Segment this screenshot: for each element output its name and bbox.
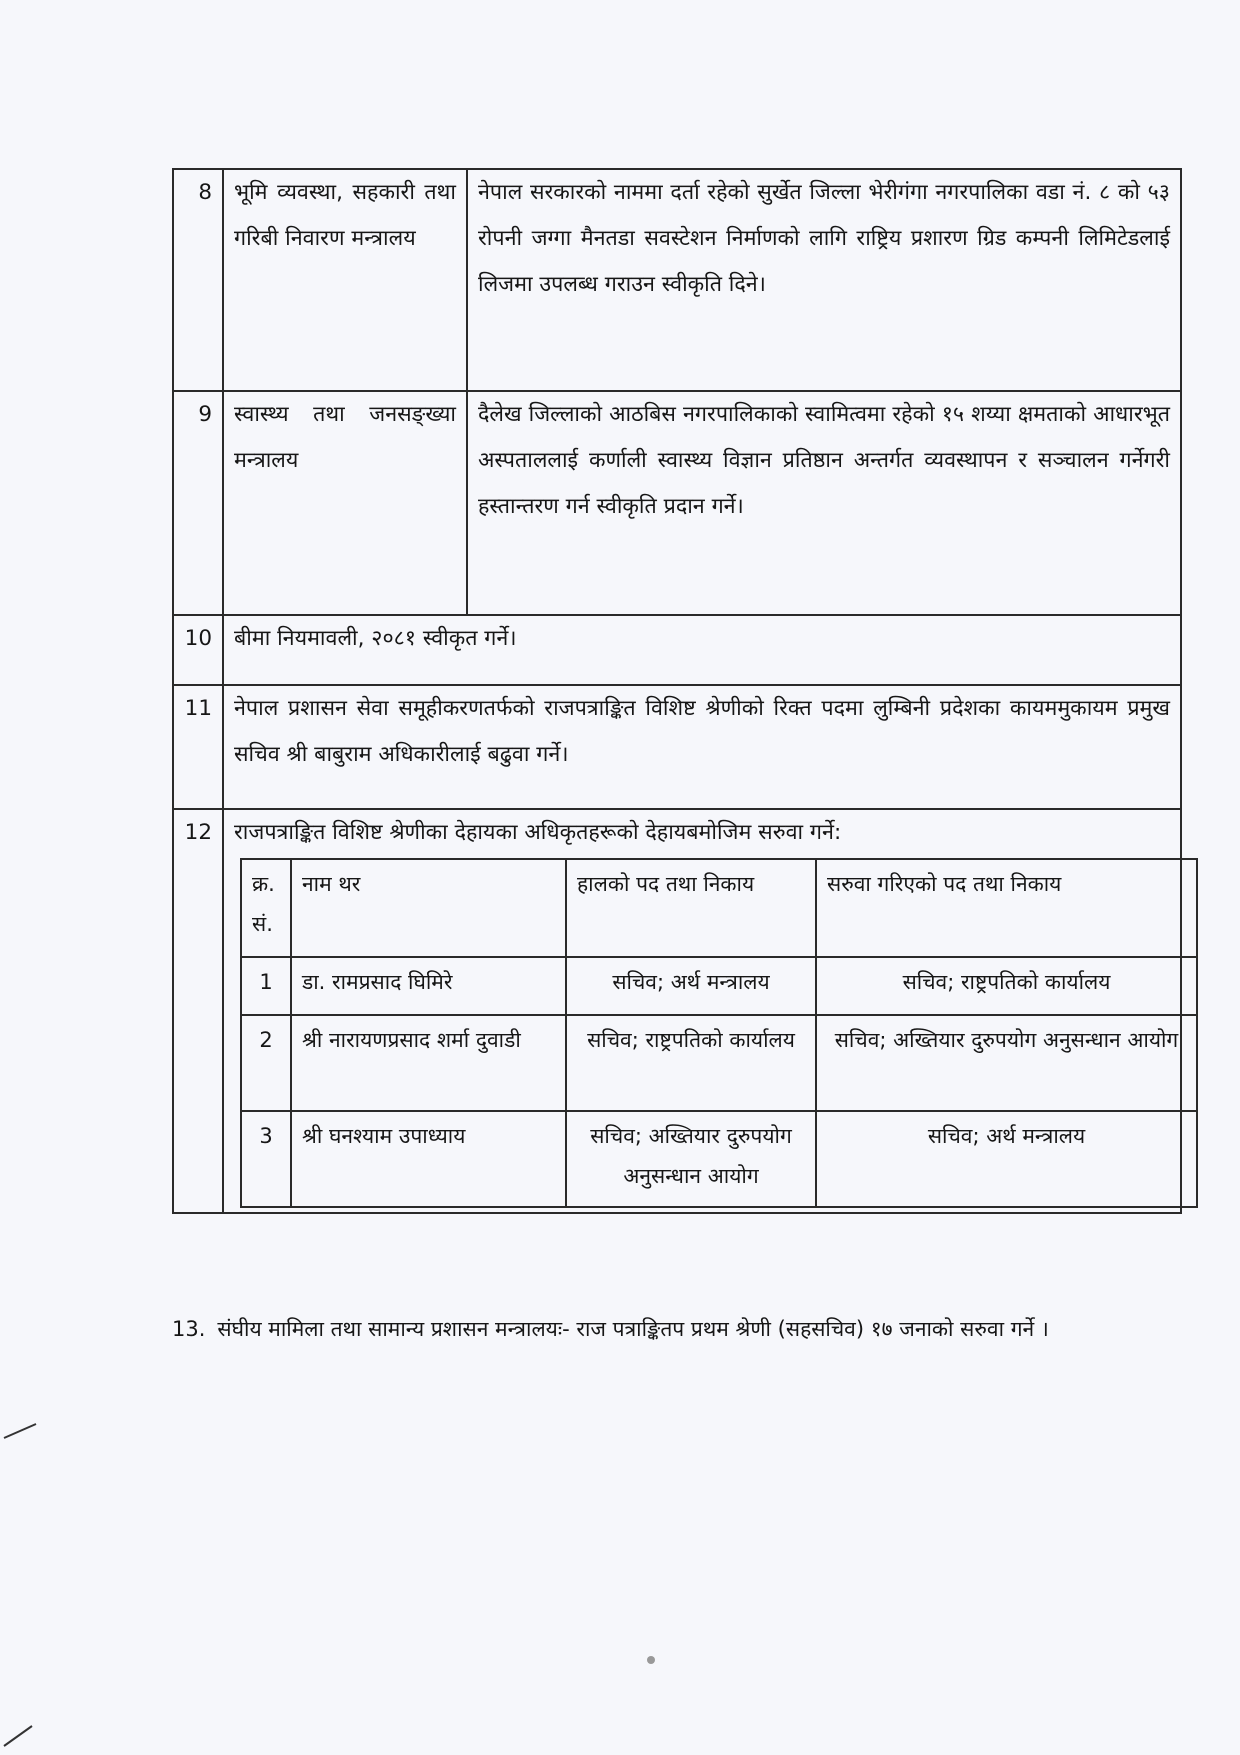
- serial-number: 3: [241, 1111, 291, 1207]
- item-number: 8: [173, 169, 223, 391]
- header-serial: क्र. सं.: [241, 859, 291, 957]
- pen-mark-bottom: [2, 1720, 38, 1750]
- new-post: सचिव; अख्तियार दुरुपयोग अनुसन्धान आयोग: [816, 1015, 1197, 1111]
- table-row: [173, 809, 1181, 1213]
- new-post: सचिव; अर्थ मन्त्रालय: [816, 1111, 1197, 1207]
- officer-name: श्री घनश्याम उपाध्याय: [291, 1111, 566, 1207]
- item-number: 10: [173, 615, 223, 685]
- decision-table: [172, 168, 1182, 1214]
- current-post: सचिव; राष्ट्रपतिको कार्यालय: [566, 1015, 816, 1111]
- transfer-table: [240, 858, 1198, 1208]
- table-row: [173, 615, 1181, 685]
- current-post: सचिव; अर्थ मन्त्रालय: [566, 957, 816, 1015]
- table-row: [173, 685, 1181, 809]
- item-number: 9: [173, 391, 223, 615]
- current-post: सचिव; अख्तियार दुरुपयोग अनुसन्धान आयोग: [566, 1111, 816, 1207]
- ministry-name: भूमि व्यवस्था, सहकारी तथा गरिबी निवारण मन्त्रालय: [223, 169, 467, 391]
- pen-mark-top: [2, 1420, 38, 1442]
- officer-name: डा. रामप्रसाद घिमिरे: [291, 957, 566, 1015]
- table-row: [173, 169, 1181, 391]
- table-row: [241, 957, 1197, 1015]
- table-row: [241, 1015, 1197, 1111]
- note-number: 13.: [172, 1317, 206, 1341]
- ministry-name: स्वास्थ्य तथा जनसङ्ख्या मन्त्रालय: [223, 391, 467, 615]
- decision-text: नेपाल सरकारको नाममा दर्ता रहेको सुर्खेत जिल्ला भेरीगंगा नगरपालिका वडा नं. ८ को ५३ रोपनी जग्गा मैनतडा सवस्टेशन निर्माणको लागि राष्ट्रिय प्रशारण ग्रिड कम्पनी लिमिटेडलाई लिजमा उपलब्ध गराउन स्वीकृति दिने।: [467, 169, 1181, 391]
- header-current-post: हालको पद तथा निकाय: [566, 859, 816, 957]
- item-number: 11: [173, 685, 223, 809]
- decision-text: राजपत्राङ्कित विशिष्ट श्रेणीका देहायका अधिकृतहरूको देहायबमोजिम सरुवा गर्ने:: [234, 820, 842, 845]
- serial-number: 2: [241, 1015, 291, 1111]
- note-text: संघीय मामिला तथा सामान्य प्रशासन मन्त्रालयः- राज पत्राङ्कितप प्रथम श्रेणी (सहसचिव) १७ जनाको सरुवा गर्ने ।: [217, 1317, 1049, 1341]
- decision-note-13: [172, 1309, 1182, 1349]
- header-new-post: सरुवा गरिएको पद तथा निकाय: [816, 859, 1197, 957]
- transfer-header-row: [241, 859, 1197, 957]
- serial-number: 1: [241, 957, 291, 1015]
- new-post: सचिव; राष्ट्रपतिको कार्यालय: [816, 957, 1197, 1015]
- table-row: [241, 1111, 1197, 1207]
- decision-text: बीमा नियमावली, २०८१ स्वीकृत गर्ने।: [223, 615, 1181, 685]
- header-name: नाम थर: [291, 859, 566, 957]
- item-number: 12: [173, 809, 223, 1213]
- decision-text: दैलेख जिल्लाको आठबिस नगरपालिकाको स्वामित्वमा रहेको १५ शय्या क्षमताको आधारभूत अस्पताललाई कर्णाली स्वास्थ्य विज्ञान प्रतिष्ठान अन्तर्गत व्यवस्थापन र सञ्चालन गर्नेगरी हस्तान्तरण गर्न स्वीकृति प्रदान गर्ने।: [467, 391, 1181, 615]
- table-row: [173, 391, 1181, 615]
- officer-name: श्री नारायणप्रसाद शर्मा दुवाडी: [291, 1015, 566, 1111]
- page-dot-mark: [647, 1656, 655, 1664]
- decision-cell: [223, 809, 1181, 1213]
- decision-text: नेपाल प्रशासन सेवा समूहीकरणतर्फको राजपत्राङ्कित विशिष्ट श्रेणीको रिक्त पदमा लुम्बिनी प्रदेशका कायममुकायम प्रमुख सचिव श्री बाबुराम अधिकारीलाई बढुवा गर्ने।: [223, 685, 1181, 809]
